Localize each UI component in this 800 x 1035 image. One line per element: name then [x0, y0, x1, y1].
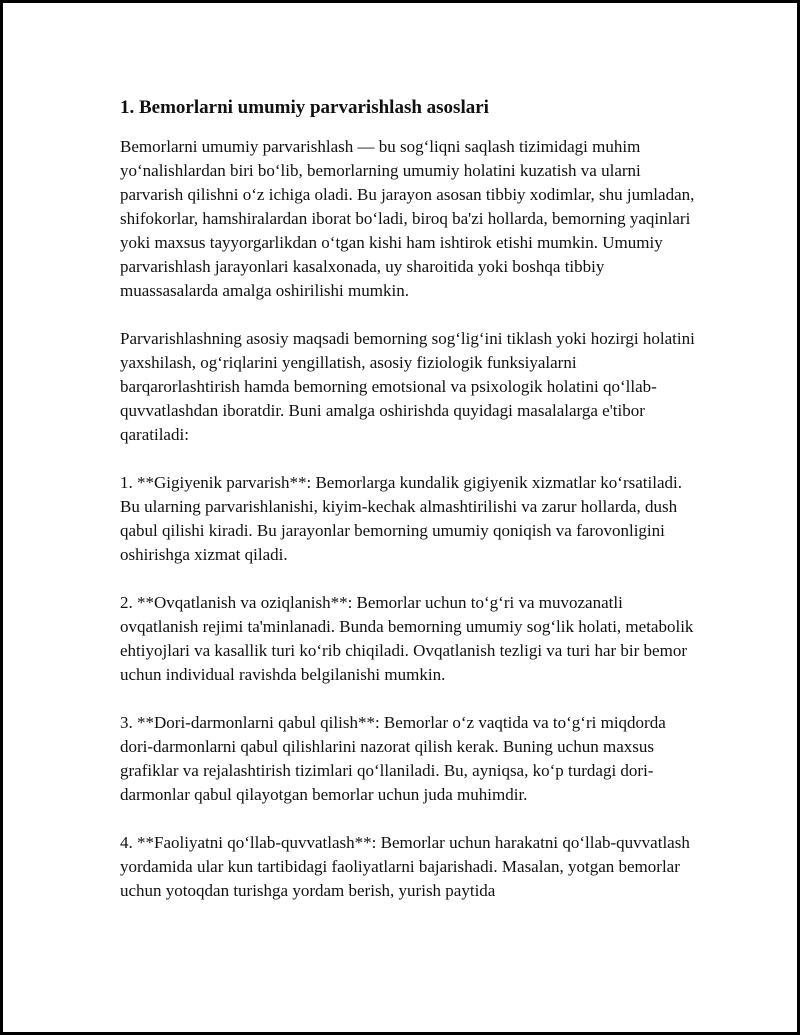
- list-item-medication: 3. **Dori-darmonlarni qabul qilish**: Bemorlar o‘z vaqtida va to‘g‘ri miqdorda dori-darmonlarni qabul qilishlarini nazorat qilish kerak. Buning uchun maxsus grafiklar va rejalashtirish tizimlari qo‘llaniladi. Bu, ayniqsa, ko‘p turdagi dori-darmonlar qabul qilayotgan bemorlar uchun juda muhimdir.: [120, 713, 666, 804]
- list-item-activity: 4. **Faoliyatni qo‘llab-quvvatlash**: Bemorlar uchun harakatni qo‘llab-quvvatlash yordamida ular kun tartibidagi faoliyatlarni bajarishadi. Masalan, yotgan bemorlar uchun yotoqdan turishga yordam berish, yurish paytida: [120, 833, 690, 900]
- list-item-nutrition: 2. **Ovqatlanish va oziqlanish**: Bemorlar uchun to‘g‘ri va muvozanatli ovqatlanish rejimi ta'minlanadi. Bunda bemorning umumiy sog‘lik holati, metabolik ehtiyojlari va kasallik turi ko‘rib chiqiladi. Ovqatlanish tezligi va turi har bir bemor uchun individual ravishda belgilanishi mumkin.: [120, 593, 694, 684]
- paragraph-intro: Bemorlarni umumiy parvarishlash — bu sog‘liqni saqlash tizimidagi muhim yo‘nalishlardan biri bo‘lib, bemorlarning umumiy holatini kuzatish va ularni parvarish qilishni o‘z ichiga oladi. Bu jarayon asosan tibbiy xodimlar, shu jumladan, shifokorlar, hamshiralardan iborat bo‘ladi, biroq ba'zi hollarda, bemorning yaqinlari yoki maxsus tayyorgarlikdan o‘tgan kishi ham ishtirok etishi mumkin. Umumiy parvarishlash jarayonlari kasalxonada, uy sharoitida yoki boshqa tibbiy muassasalarda amalga oshirilishi mumkin.: [120, 137, 695, 300]
- document-content: [120, 95, 700, 927]
- paragraph-goals: Parvarishlashning asosiy maqsadi bemorning sog‘lig‘ini tiklash yoki hozirgi holatini yaxshilash, og‘riqlarini yengillatish, asosiy fiziologik funksiyalarni barqarorlashtirish hamda bemorning emotsional va psixologik holatini qo‘llab-quvvatlashdan iboratdir. Buni amalga oshirishda quyidagi masalalarga e'tibor qaratiladi:: [120, 329, 695, 444]
- list-item-hygiene: 1. **Gigiyenik parvarish**: Bemorlarga kundalik gigiyenik xizmatlar ko‘rsatiladi. Bu ularning parvarishlanishi, kiyim-kechak almashtirilishi va zarur hollarda, dush qabul qilishi kiradi. Bu jarayonlar bemorning umumiy qoniqish va farovonligini oshirishga xizmat qiladi.: [120, 473, 682, 564]
- section-heading: 1. Bemorlarni umumiy parvarishlash asoslari: [120, 97, 489, 118]
